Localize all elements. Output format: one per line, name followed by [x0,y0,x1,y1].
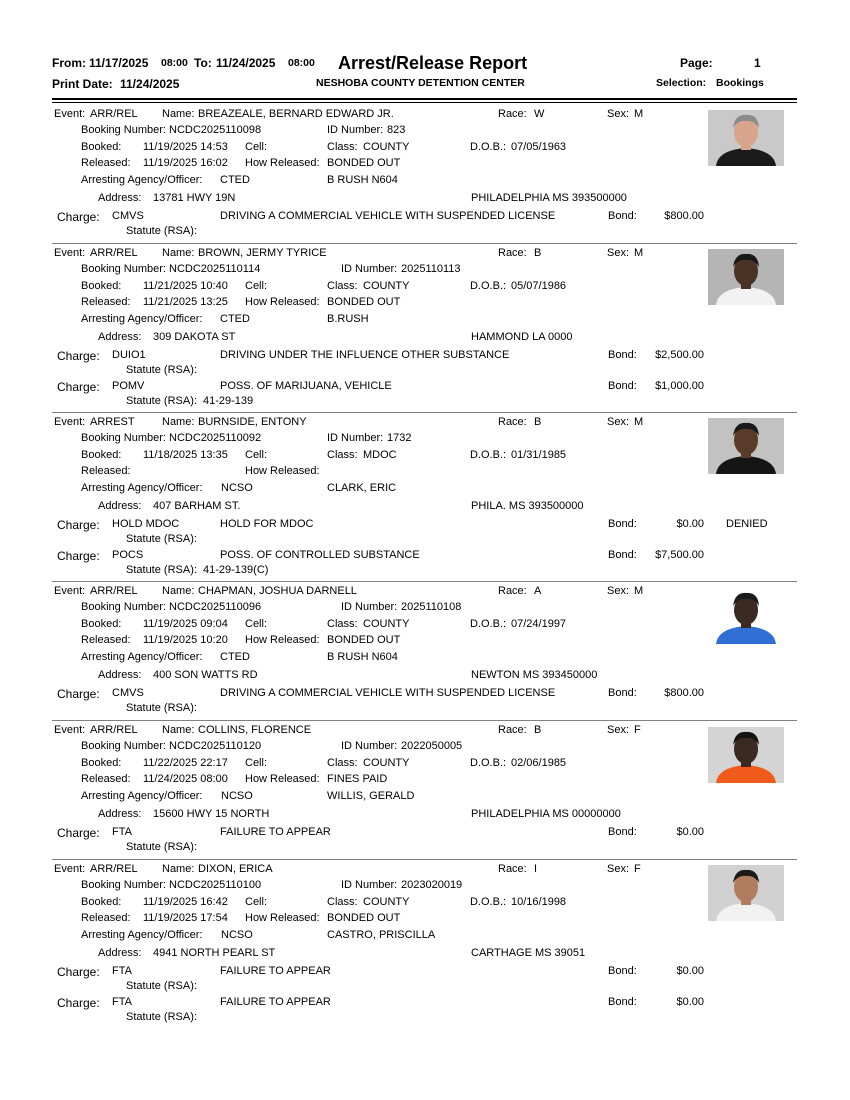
class-value: COUNTY [363,280,410,292]
sex-value: M [634,247,644,259]
name-label: Name: [162,108,195,120]
bond-amount: $2,500.00 [655,349,704,361]
race-value: B [534,247,542,259]
race-value: W [534,108,545,120]
bond-label: Bond: [608,996,637,1008]
booking-number: NCDC2025110100 [169,879,262,891]
to-time: 08:00 [288,57,315,69]
statute-label: Statute (RSA): [126,1011,197,1023]
charge-description: POSS. OF CONTROLLED SUBSTANCE [220,549,420,561]
arresting-agency: CTED [220,313,250,325]
arresting-agency-label: Arresting Agency/Officer: [81,790,203,802]
sex-label: Sex: [607,585,630,597]
charge-code: POCS [112,549,144,561]
how-released-value: BONDED OUT [327,157,401,169]
race-value: I [534,863,538,875]
dob-value: 07/05/1963 [511,141,567,153]
record-divider [52,581,797,582]
statute-label: Statute (RSA): [126,364,197,376]
booked-datetime: 11/18/2025 13:35 [143,449,228,461]
bond-amount: $800.00 [664,210,704,222]
how-released-label: How Released: [245,634,320,646]
address-label: Address: [98,331,142,343]
inmate-name: BROWN, JERMY TYRICE [198,247,327,259]
race-label: Race: [498,247,527,259]
event-label: Event: [54,863,86,875]
booking-number-label: Booking Number: [81,601,166,613]
bond-label: Bond: [608,210,637,222]
street-address: 15600 HWY 15 NORTH [153,808,270,820]
booking-number-label: Booking Number: [81,432,166,444]
mugshot-image [708,588,784,644]
page-label: Page: [680,56,713,70]
report-title: Arrest/Release Report [338,53,528,73]
sex-value: M [634,108,644,120]
bond-amount: $800.00 [664,687,704,699]
arresting-agency: NCSO [221,482,253,494]
id-number-label: ID Number: [327,432,384,444]
booked-label: Booked: [81,618,122,630]
id-number: 2025110108 [401,601,462,613]
arresting-officer: B RUSH N604 [327,651,398,663]
how-released-label: How Released: [245,296,320,308]
charge-code: DUIO1 [112,349,146,361]
event-value: ARR/REL [90,108,138,120]
booking-number: NCDC2025110096 [169,601,262,613]
event-label: Event: [54,724,86,736]
cell-label: Cell: [245,757,268,769]
booked-datetime: 11/22/2025 22:17 [143,757,228,769]
booked-label: Booked: [81,896,122,908]
class-value: MDOC [363,449,397,461]
statute-label: Statute (RSA): [126,225,197,237]
bond-status: DENIED [726,518,768,530]
class-value: COUNTY [363,757,410,769]
race-value: B [534,416,542,428]
id-number-label: ID Number: [341,263,398,275]
charge-label: Charge: [57,826,100,840]
class-value: COUNTY [363,141,410,153]
dob-label: D.O.B.: [470,141,507,153]
bond-label: Bond: [608,349,637,361]
street-address: 13781 HWY 19N [153,192,236,204]
sex-value: M [634,585,644,597]
sex-label: Sex: [607,108,630,120]
city-state-zip: PHILA. MS 393500000 [471,500,584,512]
event-label: Event: [54,416,86,428]
statute-value: 41-29-139 [203,395,254,407]
charge-code: POMV [112,380,145,392]
inmate-name: DIXON, ERICA [198,863,273,875]
released-datetime: 11/19/2025 16:02 [143,157,228,169]
inmate-name: BURNSIDE, ENTONY [198,416,307,428]
id-number-label: ID Number: [341,740,398,752]
mugshot-image [708,865,784,921]
name-label: Name: [162,247,195,259]
released-label: Released: [81,296,131,308]
arresting-agency: CTED [220,651,250,663]
mugshot-image [708,249,784,305]
arresting-officer: WILLIS, GERALD [327,790,415,802]
sex-label: Sex: [607,416,630,428]
race-value: A [534,585,542,597]
charge-label: Charge: [57,996,100,1010]
name-label: Name: [162,585,195,597]
booked-label: Booked: [81,280,122,292]
header-rule-thin [52,102,797,103]
class-label: Class: [327,280,358,292]
statute-label: Statute (RSA): [126,702,197,714]
id-number: 2025110113 [401,263,461,275]
dob-label: D.O.B.: [470,896,507,908]
bond-amount: $1,000.00 [655,380,704,392]
inmate-name: BREAZEALE, BERNARD EDWARD JR. [198,108,394,120]
event-value: ARR/REL [90,724,138,736]
bond-amount: $0.00 [676,826,704,838]
charge-label: Charge: [57,210,100,224]
arresting-officer: B RUSH N604 [327,174,398,186]
charge-label: Charge: [57,687,100,701]
mugshot-photo [708,727,784,783]
statute-label: Statute (RSA): [126,395,197,407]
class-value: COUNTY [363,618,410,630]
name-label: Name: [162,724,195,736]
mugshot-image [708,727,784,783]
selection-label: Selection: [656,77,707,89]
released-datetime: 11/19/2025 17:54 [143,912,228,924]
arresting-agency-label: Arresting Agency/Officer: [81,651,203,663]
mugshot-photo [708,588,784,644]
address-label: Address: [98,947,142,959]
charge-description: POSS. OF MARIJUANA, VEHICLE [220,380,392,392]
id-number-label: ID Number: [327,124,384,136]
how-released-value: FINES PAID [327,773,388,785]
released-label: Released: [81,912,131,924]
dob-value: 05/07/1986 [511,280,567,292]
cell-label: Cell: [245,141,268,153]
charge-code: FTA [112,826,132,838]
cell-label: Cell: [245,618,268,630]
class-label: Class: [327,618,358,630]
booked-datetime: 11/19/2025 09:04 [143,618,228,630]
booking-number-label: Booking Number: [81,740,166,752]
booked-datetime: 11/21/2025 10:40 [143,280,228,292]
name-label: Name: [162,416,195,428]
event-value: ARR/REL [90,585,138,597]
bond-label: Bond: [608,549,637,561]
class-label: Class: [327,896,358,908]
charge-code: HOLD MDOC [112,518,180,530]
city-state-zip: HAMMOND LA 0000 [471,331,573,343]
record-divider [52,412,797,413]
address-label: Address: [98,192,142,204]
mugshot-image [708,418,784,474]
id-number-label: ID Number: [341,601,398,613]
race-label: Race: [498,724,527,736]
id-number: 2023020019 [401,879,463,891]
bond-label: Bond: [608,518,637,530]
dob-value: 01/31/1985 [511,449,567,461]
mugshot-photo [708,249,784,305]
city-state-zip: CARTHAGE MS 39051 [471,947,586,959]
charge-description: DRIVING A COMMERCIAL VEHICLE WITH SUSPENDED LICENSE [220,210,556,222]
event-value: ARR/REL [90,247,138,259]
how-released-value: BONDED OUT [327,634,401,646]
sex-value: F [634,724,641,736]
dob-label: D.O.B.: [470,757,507,769]
street-address: 400 SON WATTS RD [153,669,258,681]
address-label: Address: [98,669,142,681]
arresting-agency: CTED [220,174,250,186]
bond-amount: $0.00 [676,996,704,1008]
city-state-zip: NEWTON MS 393450000 [471,669,598,681]
released-label: Released: [81,773,131,785]
class-value: COUNTY [363,896,410,908]
booked-label: Booked: [81,141,122,153]
bond-label: Bond: [608,380,637,392]
booking-number: NCDC2025110120 [169,740,262,752]
from-label: From: [52,56,86,70]
street-address: 4941 NORTH PEARL ST [153,947,276,959]
class-label: Class: [327,449,358,461]
bond-amount: $7,500.00 [655,549,704,561]
statute-label: Statute (RSA): [126,533,197,545]
arresting-agency: NCSO [221,790,253,802]
print-date: 11/24/2025 [120,77,180,91]
id-number: 823 [387,124,406,136]
mugshot-photo [708,418,784,474]
how-released-value: BONDED OUT [327,296,401,308]
record-divider [52,859,797,860]
charge-code: CMVS [112,687,144,699]
print-date-label: Print Date: [52,77,113,91]
name-label: Name: [162,863,195,875]
arresting-officer: CLARK, ERIC [327,482,397,494]
mugshot-photo [708,865,784,921]
charge-label: Charge: [57,380,100,394]
dob-label: D.O.B.: [470,449,507,461]
released-label: Released: [81,157,131,169]
how-released-label: How Released: [245,912,320,924]
charge-description: FAILURE TO APPEAR [220,965,331,977]
booked-datetime: 11/19/2025 14:53 [143,141,228,153]
id-number-label: ID Number: [341,879,398,891]
charge-code: CMVS [112,210,144,222]
bond-label: Bond: [608,826,637,838]
race-value: B [534,724,542,736]
released-datetime: 11/19/2025 10:20 [143,634,228,646]
header-rule [52,98,797,100]
to-label: To: [194,56,212,70]
charge-code: FTA [112,996,132,1008]
cell-label: Cell: [245,896,268,908]
to-date: 11/24/2025 [216,56,276,70]
event-value: ARR/REL [90,863,138,875]
charge-label: Charge: [57,965,100,979]
mugshot-photo [708,110,784,166]
event-label: Event: [54,247,86,259]
page-number: 1 [754,56,761,70]
cell-label: Cell: [245,280,268,292]
released-label: Released: [81,465,131,477]
how-released-label: How Released: [245,157,320,169]
arresting-officer: B.RUSH [327,313,369,325]
inmate-name: CHAPMAN, JOSHUA DARNELL [198,585,357,597]
id-number: 1732 [387,432,412,444]
arresting-agency-label: Arresting Agency/Officer: [81,174,203,186]
class-label: Class: [327,757,358,769]
bond-label: Bond: [608,687,637,699]
bond-amount: $0.00 [676,965,704,977]
cell-label: Cell: [245,449,268,461]
released-datetime: 11/24/2025 08:00 [143,773,228,785]
class-label: Class: [327,141,358,153]
dob-value: 07/24/1997 [511,618,567,630]
statute-label: Statute (RSA): [126,564,197,576]
arresting-agency-label: Arresting Agency/Officer: [81,929,203,941]
dob-label: D.O.B.: [470,280,507,292]
bond-amount: $0.00 [676,518,704,530]
booking-number: NCDC2025110098 [169,124,262,136]
how-released-value: BONDED OUT [327,912,401,924]
arresting-agency: NCSO [221,929,253,941]
arresting-officer: CASTRO, PRISCILLA [327,929,436,941]
charge-label: Charge: [57,549,100,563]
race-label: Race: [498,863,527,875]
sex-value: M [634,416,644,428]
charge-description: FAILURE TO APPEAR [220,996,331,1008]
statute-value: 41-29-139(C) [203,564,269,576]
address-label: Address: [98,500,142,512]
race-label: Race: [498,108,527,120]
selection-value: Bookings [716,77,764,89]
charge-label: Charge: [57,518,100,532]
charge-description: FAILURE TO APPEAR [220,826,331,838]
arresting-agency-label: Arresting Agency/Officer: [81,482,203,494]
booked-label: Booked: [81,449,122,461]
city-state-zip: PHILADELPHIA MS 00000000 [471,808,621,820]
mugshot-image [708,110,784,166]
booking-number: NCDC2025110092 [169,432,262,444]
arresting-agency-label: Arresting Agency/Officer: [81,313,203,325]
race-label: Race: [498,585,527,597]
statute-label: Statute (RSA): [126,841,197,853]
facility-name: NESHOBA COUNTY DETENTION CENTER [316,77,525,89]
booking-number-label: Booking Number: [81,263,166,275]
city-state-zip: PHILADELPHIA MS 393500000 [471,192,627,204]
how-released-label: How Released: [245,465,320,477]
charge-description: HOLD FOR MDOC [220,518,314,530]
from-time: 08:00 [161,57,188,69]
released-label: Released: [81,634,131,646]
record-divider [52,720,797,721]
charge-label: Charge: [57,349,100,363]
charge-description: DRIVING UNDER THE INFLUENCE OTHER SUBSTANCE [220,349,510,361]
address-label: Address: [98,808,142,820]
id-number: 2022050005 [401,740,463,752]
bond-label: Bond: [608,965,637,977]
street-address: 407 BARHAM ST. [153,500,241,512]
sex-label: Sex: [607,724,630,736]
how-released-label: How Released: [245,773,320,785]
dob-label: D.O.B.: [470,618,507,630]
sex-label: Sex: [607,863,630,875]
booked-datetime: 11/19/2025 16:42 [143,896,228,908]
event-label: Event: [54,585,86,597]
record-divider [52,243,797,244]
booking-number-label: Booking Number: [81,124,166,136]
from-date: 11/17/2025 [89,56,149,70]
event-value: ARREST [90,416,135,428]
charge-description: DRIVING A COMMERCIAL VEHICLE WITH SUSPENDED LICENSE [220,687,556,699]
booking-number-label: Booking Number: [81,879,166,891]
event-label: Event: [54,108,86,120]
dob-value: 02/06/1985 [511,757,567,769]
race-label: Race: [498,416,527,428]
statute-label: Statute (RSA): [126,980,197,992]
street-address: 309 DAKOTA ST [153,331,236,343]
sex-label: Sex: [607,247,630,259]
released-datetime: 11/21/2025 13:25 [143,296,228,308]
inmate-name: COLLINS, FLORENCE [198,724,312,736]
charge-code: FTA [112,965,132,977]
booking-number: NCDC2025110114 [169,263,261,275]
booked-label: Booked: [81,757,122,769]
sex-value: F [634,863,641,875]
dob-value: 10/16/1998 [511,896,567,908]
